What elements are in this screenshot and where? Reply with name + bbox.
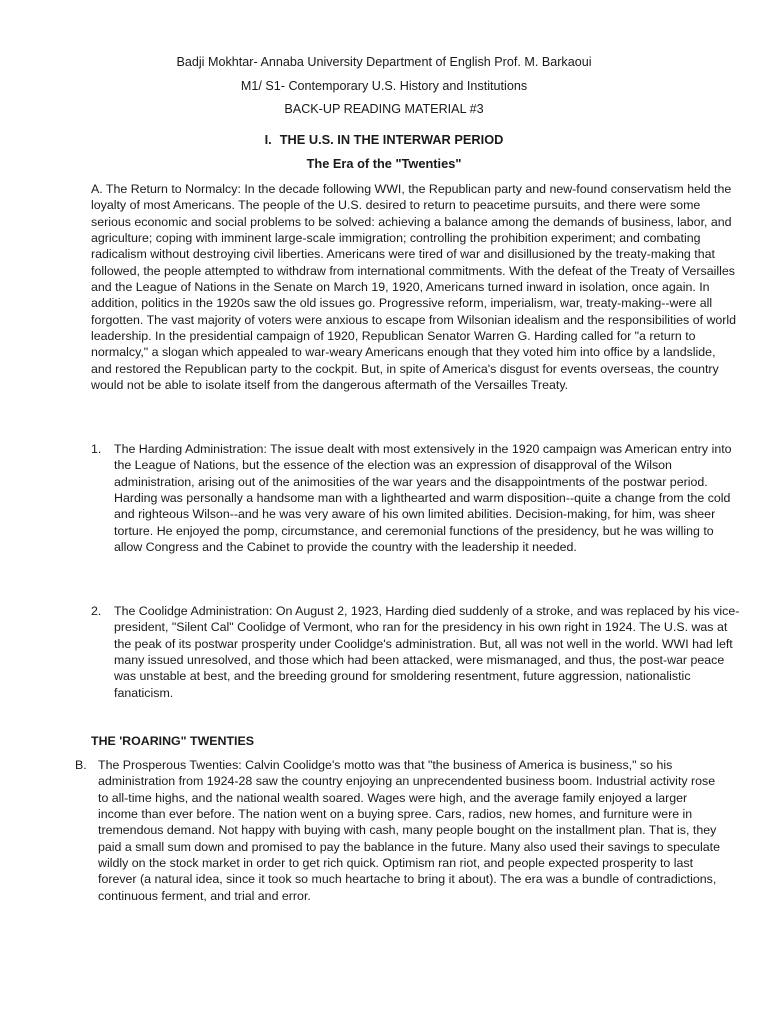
section-title bbox=[0, 131, 768, 148]
paragraph-return-to-normalcy: A. The Return to Normalcy: In the decade following WWI, the Republican party and new-found conservatism held the loyalty of most Americans. The people of the U.S. desired to return to peacetime pursuits, and there were some serious economic and social problems to be solved: achieving a balance among the demands of business, labor, and agriculture; coping with imminent large-scale immigration; controlling the prohibition experiment; and combating radicalism without destroying civil liberties. Americans were tired of war and disillusioned by the treaty-making that followed, the people attempted to withdraw from international commitments. With the defeat of the Treaty of Versailles and the League of Nations in the Senate on March 19, 1920, Americans turned inward in isolation, once again. In addition, politics in the 1920s saw the old issues go. Progressive reform, imperialism, war, treaty-making--were all forgotten. The vast majority of voters were anxious to escape from Wilsonian idealism and the responsibilities of world leadership. In the presidential campaign of 1920, Republican Senator Warren G. Harding called for "a return to normalcy," a slogan which appealed to war-weary Americans enough that they voted him into office by a landslide, and restored the Republican party to the cockpit. But, in spite of America's disgust for events overseas, the country would not be able to isolate itself from the dangerous aftermath of the Versailles Treaty. bbox=[91, 182, 737, 393]
header-material-line: BACK-UP READING MATERIAL #3 bbox=[284, 102, 484, 116]
header-course-line: M1/ S1- Contemporary U.S. History and Institutions bbox=[240, 79, 528, 93]
section-number: I. bbox=[264, 132, 272, 147]
list-marker: B. bbox=[75, 758, 87, 772]
list-item-text: The Coolidge Administration: On August 2, 1923, Harding died suddenly of a stroke, and was replaced by his vice-president, "Silent Cal" Coolidge of Vermont, who ran for the presidency in his own right in 1924. The U.S. was at the peak of its postwar prosperity under Coolidge's administration. But, all was not well in the world. WWI had left many issued unresolved, and those which had been attacked, were mismanaged, and thus, the post-war peace was unstable at best, and the breeding ground for smoldering resentment, future aggression, nationalistic fanaticism. bbox=[114, 604, 740, 700]
section-title-text: THE U.S. IN THE INTERWAR PERIOD bbox=[279, 132, 504, 147]
section-subtitle: The Era of the "Twenties" bbox=[306, 156, 462, 171]
header-institution-line: Badji Mokhtar- Annaba University Department of English Prof. M. Barkaoui bbox=[176, 55, 592, 69]
roaring-twenties-heading: THE 'ROARING" TWENTIES bbox=[91, 734, 255, 748]
list-item-text: The Harding Administration: The issue dealt with most extensively in the 1920 campaign was American entry into the League of Nations, but the essence of the election was an expression of disapproval of the Wilson administration, arising out of the animosities of the war years and the disappointments of the postwar period. Harding was personally a handsome man with a lighthearted and warm disposition--quite a change from the cold and righteous Wilson--and he was very aware of his own limited abilities. Decision-making, for him, was sheer torture. He enjoyed the pomp, circumstance, and ceremonial functions of the presidency, but he was willing to allow Congress and the Cabinet to provide the country with the leadership it needed. bbox=[114, 442, 732, 555]
list-marker: 2. bbox=[91, 604, 102, 618]
list-marker: 1. bbox=[91, 442, 102, 456]
list-item-text: The Prosperous Twenties: Calvin Coolidge's motto was that "the business of America is business," so his administration from 1924-28 saw the country enjoying an unprecendented business boom. Industrial activity rose to all-time highs, and the national wealth soared. Wages were high, and the average family enjoyed a larger income than ever before. The nation went on a buying spree. Cars, radios, new homes, and furniture were in tremendous demand. Not happy with buying with cash, many people bought on the installment plan. That is, they paid a small sum down and promised to pay the bablance in the future. Many also used their savings to speculate wildly on the stock market in order to get rich quick. Optimism ran riot, and people expected prosperity to last forever (a natural idea, since it took so much heartache to bring it about). The era was a bundle of contradictions, continuous ferment, and trial and error. bbox=[98, 758, 720, 903]
